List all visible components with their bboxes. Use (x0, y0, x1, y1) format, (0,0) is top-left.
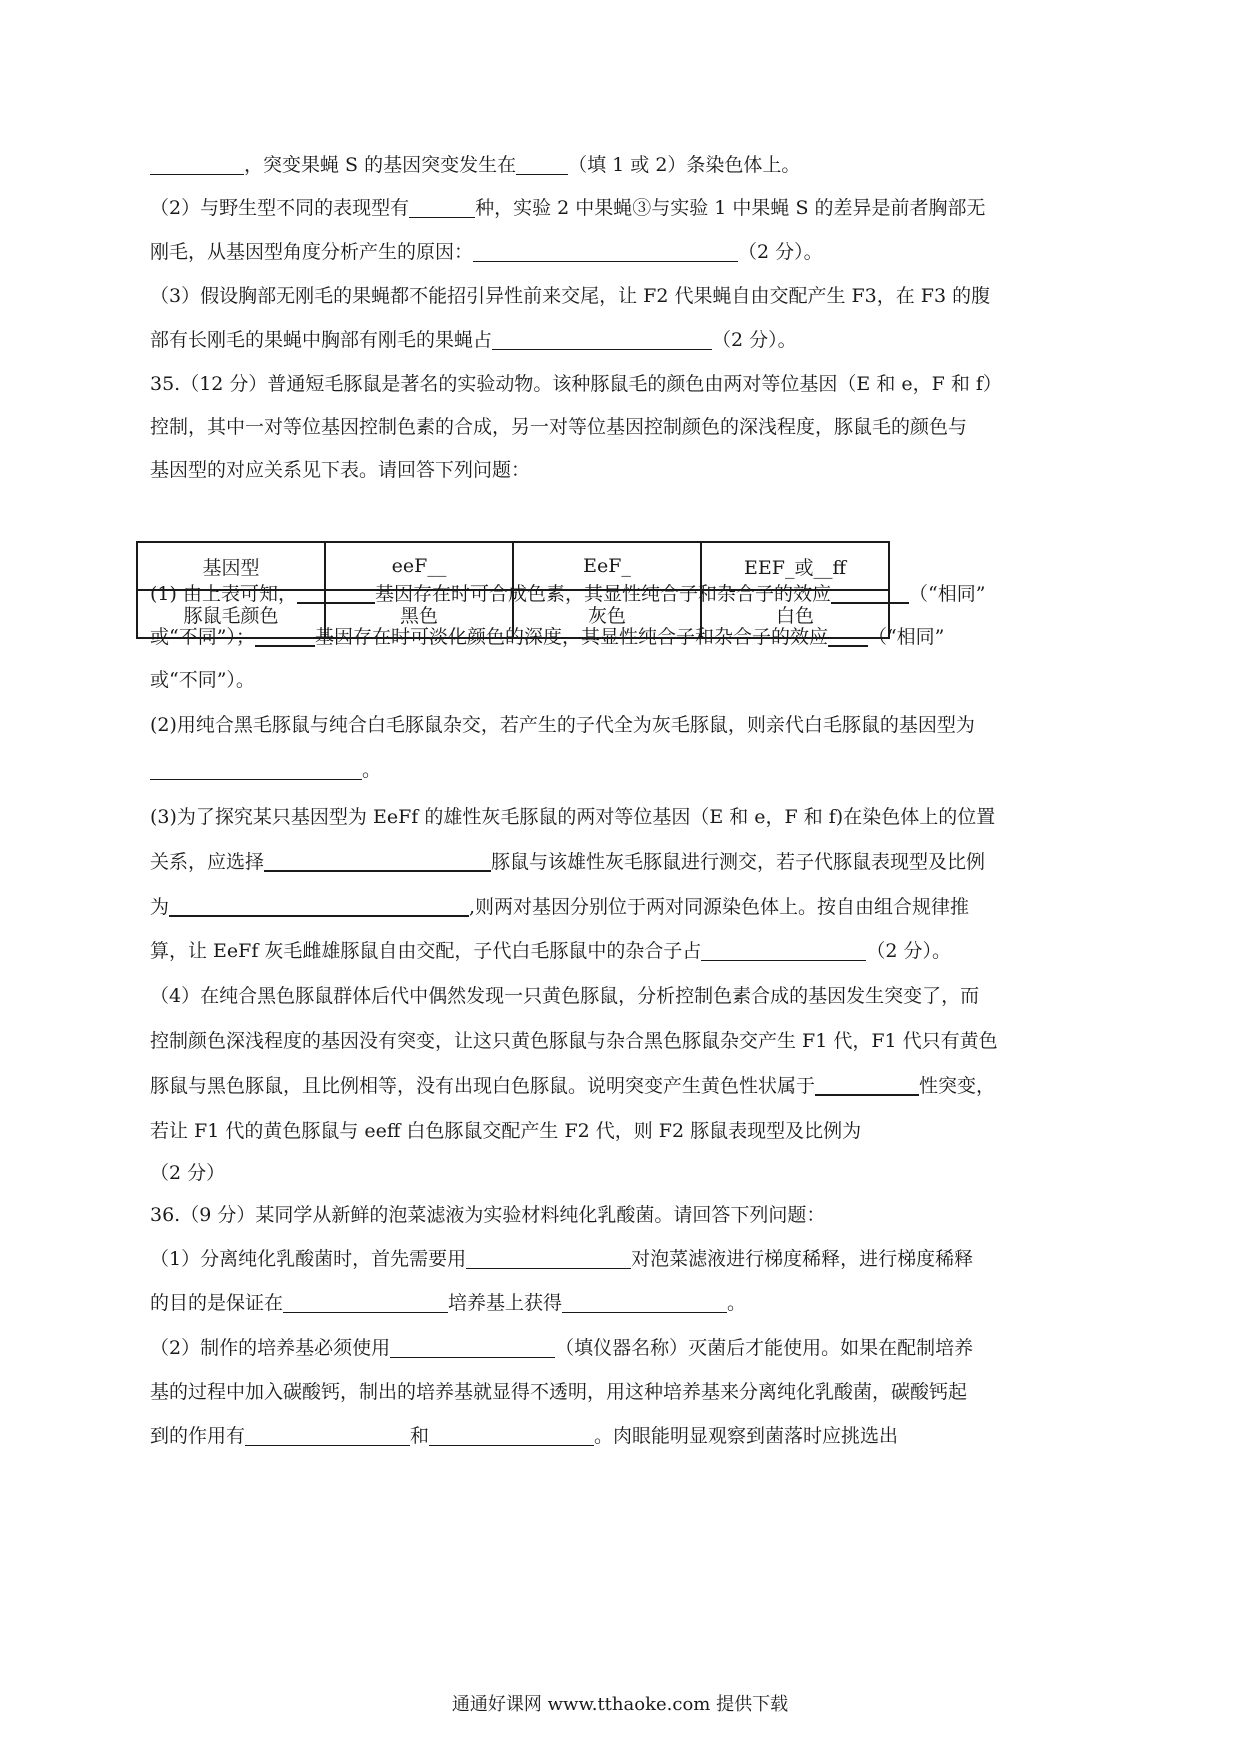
p3-line-2: 关系，应选择 豚鼠与该雄性灰毛豚鼠进行测交，若子代豚鼠表现型及比例 (150, 851, 986, 873)
q35-line-1: 35.（12 分）普通短毛豚鼠是著名的实验动物。该种豚鼠毛的颜色由两对等位基因（E 和 e，F 和 f） (150, 373, 1002, 395)
p4-line-2: 控制颜色深浅程度的基因没有突变，让这只黄色豚鼠与杂合黑色豚鼠杂交产生 F1 代，F1 代只有黄色 (150, 1030, 998, 1052)
blank (283, 1292, 448, 1313)
p1-line-2: 或“不同”）； 基因存在时可淡化颜色的深度，其显性纯合子和杂合子的效应 （“相同” (150, 626, 945, 648)
blank (150, 154, 244, 175)
p1-line-3: 或“不同”）。 (150, 669, 255, 691)
blank (150, 759, 362, 780)
blank (245, 1425, 410, 1446)
table-cell: 黑色 (325, 590, 513, 638)
line-5: 部有长刚毛的果蝇中胸部有刚毛的果蝇占 （2 分）。 (150, 329, 797, 351)
q36-line-5: 基的过程中加入碳酸钙，制出的培养基就显得不透明，用这种培养基来分离纯化乳酸菌，碳酸钙起 (150, 1381, 968, 1403)
table-cell: EeF_ (513, 542, 701, 590)
blank (466, 1248, 631, 1269)
line-1: ，突变果蝇 S 的基因突变发生在 （填 1 或 2）条染色体上。 (150, 150, 1100, 180)
table-cell: 豚鼠毛颜色 (137, 590, 325, 638)
q36-line-6: 到的作用有 和 。肉眼能明显观察到菌落时应挑选出 (150, 1425, 899, 1447)
blank (264, 850, 491, 872)
table-cell: EEF_或__ff (701, 542, 889, 590)
blank (828, 625, 868, 647)
line-2: （2）与野生型不同的表现型有 种，实验 2 中果蝇③与实验 1 中果蝇 S 的差异是前者胸部无 (150, 197, 986, 219)
p4-line-1: （4）在纯合黑色豚鼠群体后代中偶然发现一只黄色豚鼠，分析控制色素合成的基因发生突变了，而 (150, 985, 980, 1007)
q35-line-2: 控制，其中一对等位基因控制色素的合成，另一对等位基因控制颜色的深浅程度，豚鼠毛的颜色与 (150, 416, 968, 438)
table-cell: 白色 (701, 590, 889, 638)
blank (492, 329, 712, 350)
line-4: （3）假设胸部无刚毛的果蝇都不能招引异性前来交尾，让 F2 代果蝇自由交配产生 F3，在 F3 的腹 (150, 285, 991, 307)
p2-line-2: 。 (150, 755, 1100, 785)
p3-line-1: (3)为了探究某只基因型为 EeFf 的雄性灰毛豚鼠的两对等位基因（E 和 e，F 和 f)在染色体上的位置 (150, 806, 996, 828)
blank (516, 154, 568, 175)
blank (255, 625, 315, 647)
q36-line-2: （1）分离纯化乳酸菌时，首先需要用 对泡菜滤液进行梯度稀释，进行梯度稀释 (150, 1248, 974, 1270)
blank (831, 582, 909, 604)
table-cell: 基因型 (137, 542, 325, 590)
p4-line-3: 豚鼠与黑色豚鼠，且比例相等，没有出现白色豚鼠。说明突变产生黄色性状属于 性突变， (150, 1075, 996, 1097)
q36-line-3: 的目的是保证在 培养基上获得 。 (150, 1292, 747, 1314)
q36-line-4: （2）制作的培养基必须使用 （填仪器名称）灭菌后才能使用。如果在配制培养 (150, 1337, 974, 1359)
blank (409, 197, 475, 218)
q35-line-3: 基因型的对应关系见下表。请回答下列问题： (150, 459, 531, 481)
page-footer: 通通好课网 www.tthaoke.com 提供下载 (451, 1694, 789, 1715)
table-cell: eeF__ (325, 542, 513, 590)
p4-line-5: （2 分） (150, 1162, 226, 1184)
blank (473, 241, 738, 262)
blank (815, 1074, 919, 1096)
blank (429, 1425, 594, 1446)
blank (297, 582, 375, 604)
table-cell: 灰色 (513, 590, 701, 638)
p3-line-4: 算，让 EeFf 灰毛雌雄豚鼠自由交配，子代白毛豚鼠中的杂合子占 （2 分）。 (150, 940, 952, 962)
q36-line-1: 36.（9 分）某同学从新鲜的泡菜滤液为实验材料纯化乳酸菌。请回答下列问题： (150, 1204, 826, 1226)
blank (562, 1292, 727, 1313)
blank (390, 1337, 555, 1358)
p2-line-1: (2)用纯合黑毛豚鼠与纯合白毛豚鼠杂交，若产生的子代全为灰毛豚鼠，则亲代白毛豚鼠的基因型为 (150, 714, 975, 736)
blank (169, 895, 469, 917)
blank (701, 940, 866, 961)
p4-line-4: 若让 F1 代的黄色豚鼠与 eeff 白色豚鼠交配产生 F2 代，则 F2 豚鼠表现型及比例为 (150, 1120, 862, 1142)
p1-line-1: (1) 由上表可知， 基因存在时可合成色素，其显性纯合子和杂合子的效应 （“相同” (150, 583, 986, 605)
line-3: 刚毛，从基因型角度分析产生的原因： （2 分）。 (150, 241, 823, 263)
p3-line-3: 为 ,则两对基因分别位于两对同源染色体上。按自由组合规律推 (150, 896, 970, 918)
